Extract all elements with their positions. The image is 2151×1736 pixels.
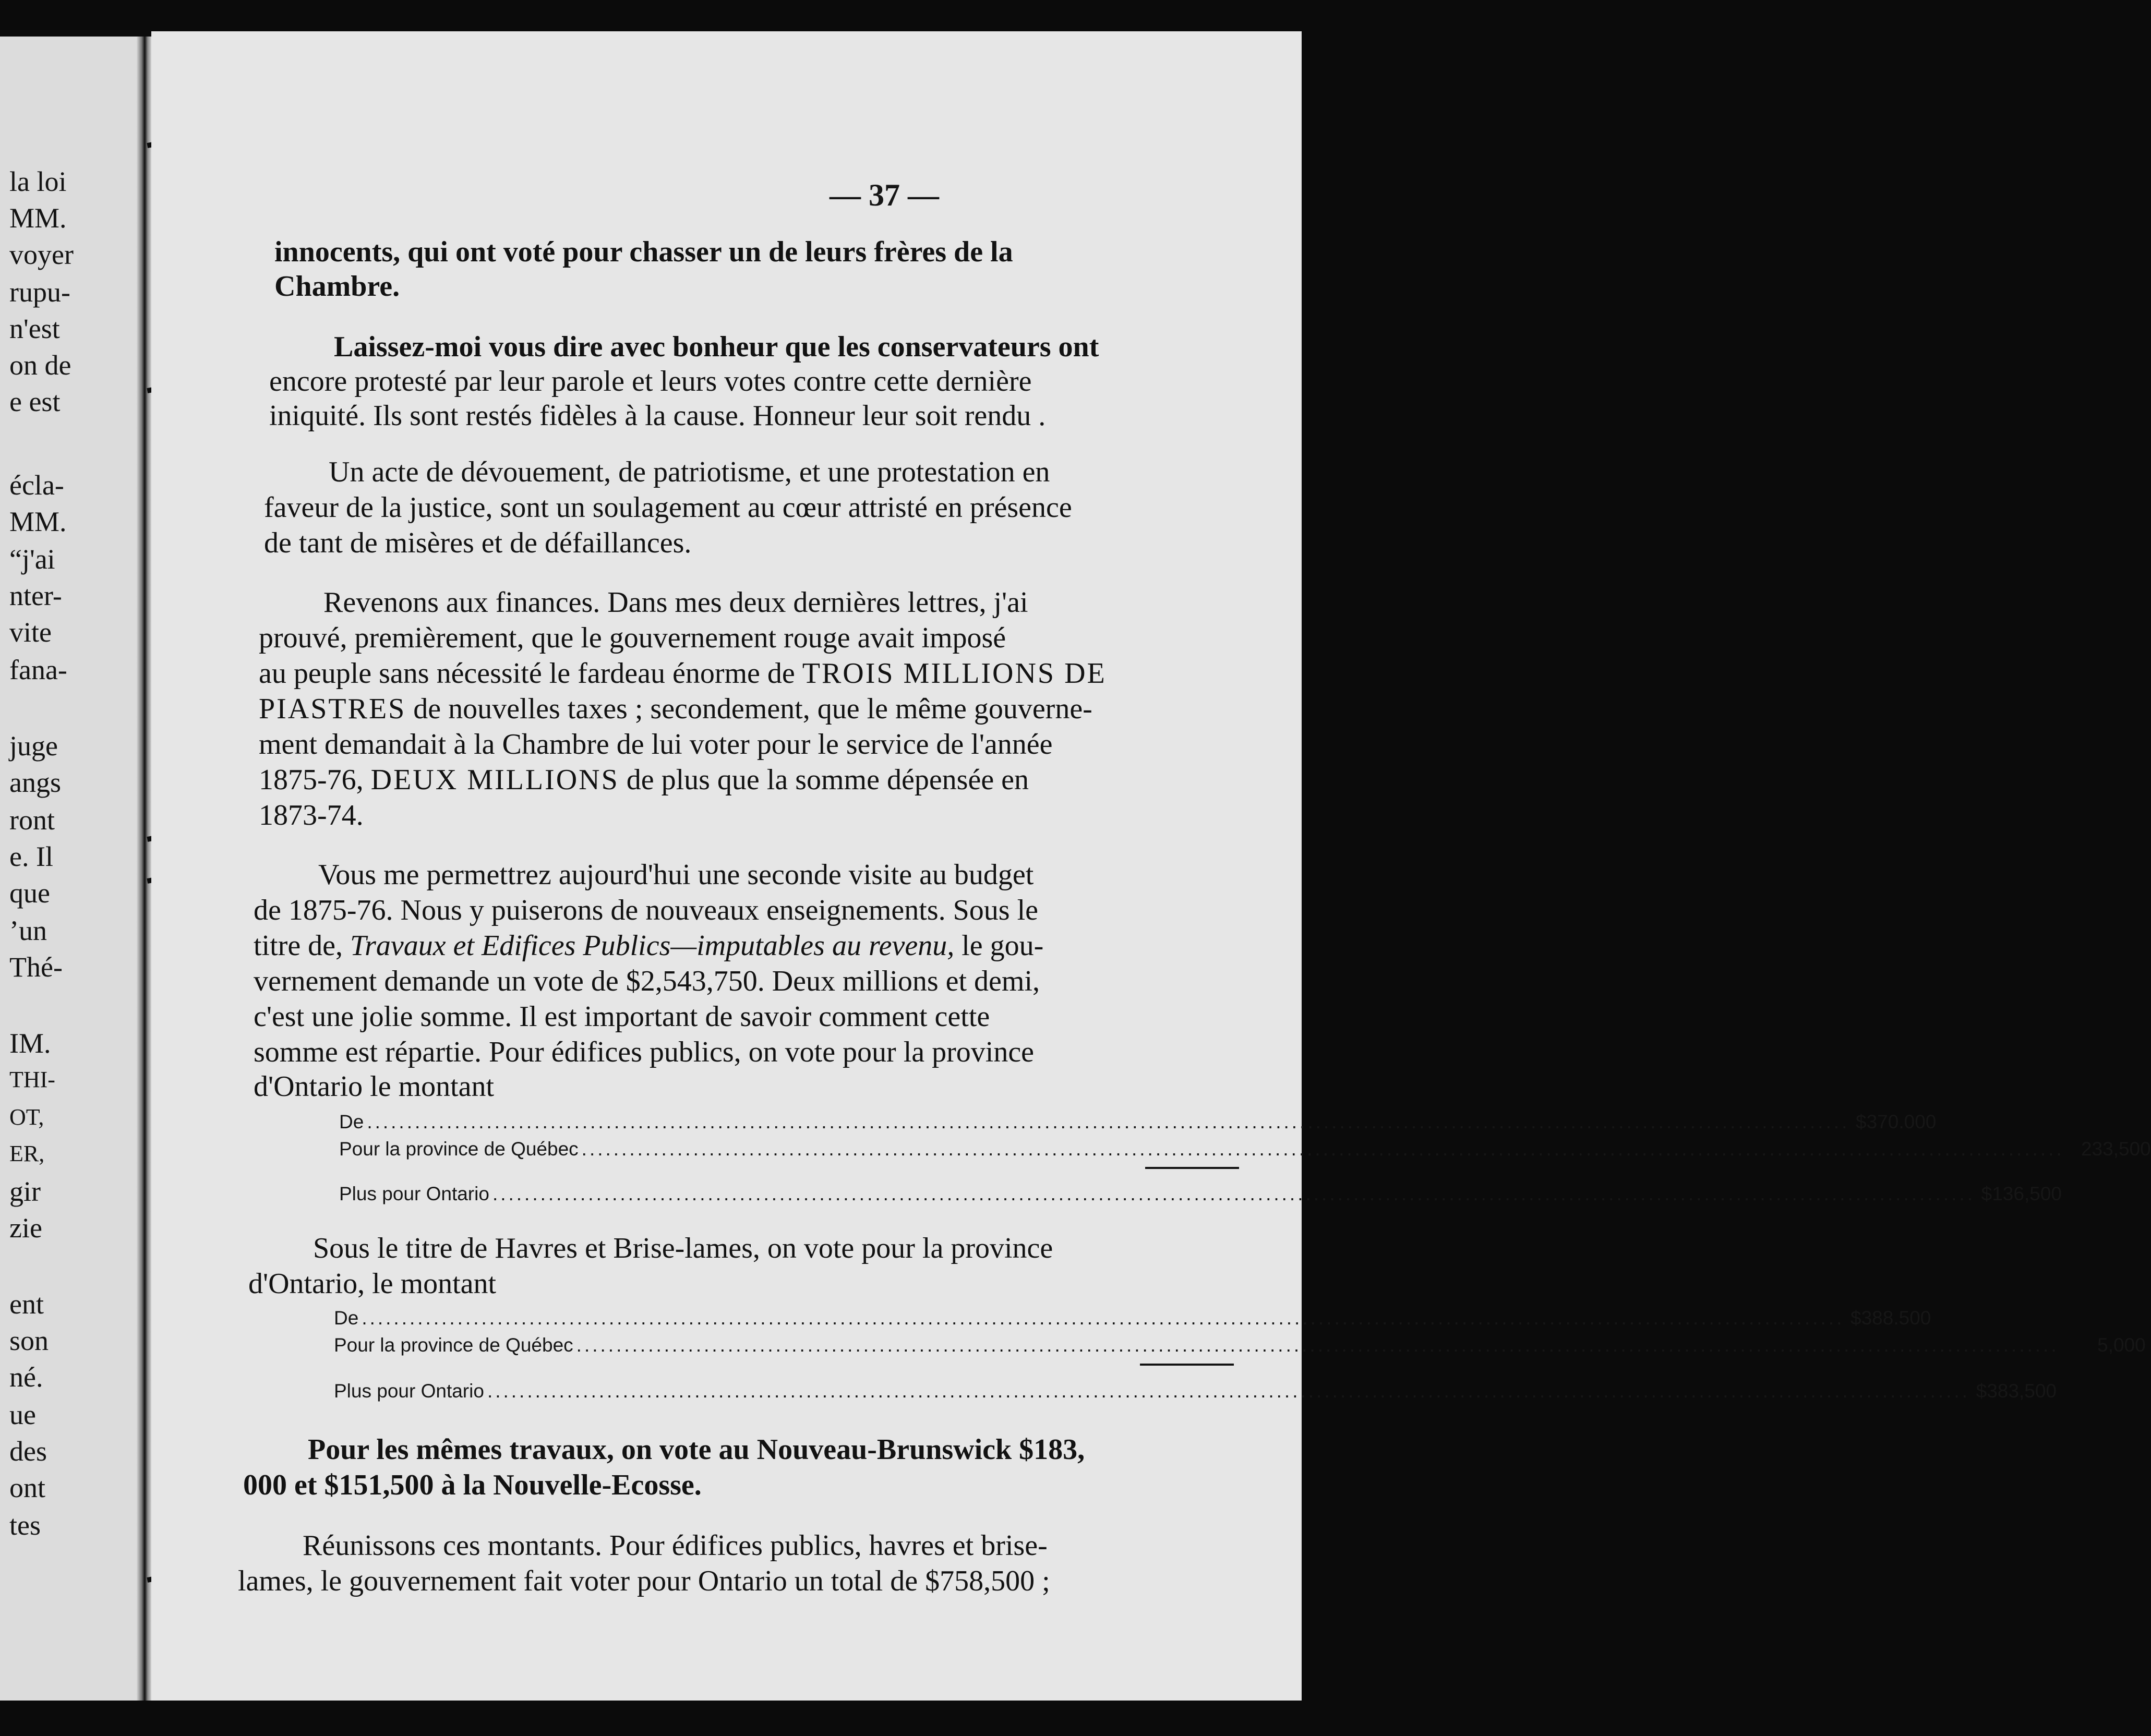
table-row <box>339 1111 1937 1133</box>
text-line: c'est une jolie somme. Il est important de savoir comment cette <box>254 1000 990 1033</box>
row-value: 5,000 <box>2097 1334 2146 1356</box>
left-fragment: angs <box>9 767 61 798</box>
left-fragment: ue <box>9 1399 36 1430</box>
text-span: de nouvelles taxes ; secondement, que le même gouverne- <box>413 693 1092 725</box>
left-fragment: zie <box>9 1212 42 1244</box>
left-fragment: tes <box>9 1510 41 1541</box>
text-line: 1873-74. <box>259 799 364 831</box>
left-fragment: écla- <box>9 469 64 501</box>
text-line: encore protesté par leur parole et leurs votes contre cette dernière <box>269 365 1032 397</box>
left-fragment: voyer <box>9 239 74 270</box>
text-line: de tant de misères et de défaillances. <box>264 527 692 559</box>
text-line: de 1875-76. Nous y puiserons de nouveaux enseignements. Sous le <box>254 894 1038 926</box>
row-value: $136,500 <box>1981 1183 2062 1204</box>
text-line <box>259 656 1107 691</box>
leader-dots: .......................................................................................................................................................................................... <box>487 1380 1970 1402</box>
left-fragment: juge <box>9 730 58 762</box>
left-fragment: nter- <box>9 580 62 611</box>
text-line: vernement demande un vote de $2,543,750. Deux millions et demi, <box>254 965 1040 997</box>
left-fragment: des <box>9 1436 47 1467</box>
text-line: d'Ontario le montant <box>254 1070 495 1103</box>
left-fragment: ER, <box>9 1141 45 1166</box>
left-fragment: son <box>9 1325 49 1356</box>
text-line: Chambre. <box>274 270 400 303</box>
italic-span: Travaux et Edifices Publics—imputables au revenu, <box>350 930 955 962</box>
table-row <box>339 1138 2151 1160</box>
text-line: faveur de la justice, sont un soulagement au cœur attristé en présence <box>264 491 1072 524</box>
left-fragment: que <box>9 877 50 909</box>
row-value: $388.500 <box>1850 1307 1931 1329</box>
text-line: Vous me permettrez aujourd'hui une seconde visite au budget <box>318 859 1034 891</box>
leader-dots: .......................................................................................................................................................................................... <box>367 1111 1850 1132</box>
text-line: lames, le gouvernement fait voter pour Ontario un total de $758,500 ; <box>238 1565 1050 1597</box>
left-fragment: MM. <box>9 202 67 234</box>
text-line <box>259 692 1092 726</box>
text-line: Un acte de dévouement, de patriotisme, et une protestation en <box>329 456 1050 488</box>
table-row <box>339 1183 2062 1205</box>
text-line: innocents, qui ont voté pour chasser un de leurs frères de la <box>274 236 1013 268</box>
left-fragment: ont <box>9 1472 46 1503</box>
row-label: Plus pour Ontario <box>339 1183 489 1204</box>
left-fragment: n'est <box>9 313 60 344</box>
book-gutter <box>137 37 151 1701</box>
table-row <box>334 1334 2146 1356</box>
text-line: 000 et $151,500 à la Nouvelle-Ecosse. <box>243 1469 702 1501</box>
text-span: au peuple sans nécessité le fardeau énorme de <box>259 657 795 690</box>
left-fragment: THI- <box>9 1067 55 1092</box>
sum-rule <box>1145 1167 1239 1169</box>
text-line: Réunissons ces montants. Pour édifices publics, havres et brise- <box>303 1529 1048 1562</box>
left-fragment: IM. <box>9 1028 51 1059</box>
left-fragment: on de <box>9 349 71 381</box>
left-fragment: la loi <box>9 166 67 197</box>
leader-dots: .......................................................................................................................................................................................... <box>581 1138 2064 1160</box>
page-number: — 37 — <box>830 178 939 212</box>
left-fragment: né. <box>9 1361 43 1393</box>
text-line: Laissez-moi vous dire avec bonheur que les conservateurs ont <box>334 331 1099 363</box>
left-fragment: “j'ai <box>9 544 55 575</box>
text-line: d'Ontario, le montant <box>248 1268 497 1300</box>
left-facing-page <box>0 37 138 1701</box>
text-line: Pour les mêmes travaux, on vote au Nouveau-Brunswick $183, <box>308 1433 1085 1466</box>
leader-dots: .......................................................................................................................................................................................... <box>492 1183 1975 1204</box>
text-line: iniquité. Ils sont restés fidèles à la cause. Honneur leur soit rendu . <box>269 400 1046 432</box>
left-fragment: MM. <box>9 506 67 537</box>
text-span: le gou- <box>962 930 1044 962</box>
text-line <box>254 929 1043 963</box>
book-page <box>151 31 2151 1701</box>
sum-rule <box>1140 1364 1234 1366</box>
small-caps-span: DEUX MILLIONS <box>370 764 619 796</box>
left-fragment: gir <box>9 1176 41 1207</box>
text-span: 1875-76, <box>259 764 364 796</box>
row-label: De <box>339 1111 364 1132</box>
left-fragment: ront <box>9 804 55 836</box>
row-label: Pour la province de Québec <box>334 1334 573 1356</box>
text-line: ment demandait à la Chambre de lui voter pour le service de l'année <box>259 728 1053 761</box>
text-line: somme est répartie. Pour édifices publics, on vote pour la province <box>254 1036 1035 1068</box>
left-fragment: fana- <box>9 654 67 685</box>
text-span: de plus que la somme dépensée en <box>626 764 1029 796</box>
row-value: 233,500 <box>2081 1138 2151 1160</box>
small-caps-span: TROIS MILLIONS DE <box>802 657 1107 690</box>
left-fragment: ’un <box>9 915 47 946</box>
text-line: Revenons aux finances. Dans mes deux dernières lettres, j'ai <box>323 586 1028 619</box>
left-fragment: Thé- <box>9 951 63 983</box>
text-span: titre de, <box>254 930 343 962</box>
row-label: Plus pour Ontario <box>334 1380 484 1402</box>
leader-dots: .......................................................................................................................................................................................... <box>576 1334 2059 1356</box>
left-fragment: e est <box>9 386 61 417</box>
leader-dots: .......................................................................................................................................................................................... <box>362 1307 1845 1329</box>
left-fragment: e. Il <box>9 841 53 872</box>
row-label: Pour la province de Québec <box>339 1138 579 1160</box>
small-caps-span: PIASTRES <box>259 693 406 725</box>
table-row <box>334 1307 1931 1329</box>
table-row <box>334 1380 2057 1402</box>
text-line <box>259 763 1029 797</box>
text-line: prouvé, premièrement, que le gouvernement rouge avait imposé <box>259 622 1006 654</box>
row-value: $383,500 <box>1976 1380 2057 1402</box>
left-fragment: rupu- <box>9 276 70 308</box>
text-line: Sous le titre de Havres et Brise-lames, on vote pour la province <box>313 1232 1053 1264</box>
left-fragment: vite <box>9 617 52 648</box>
left-fragment: OT, <box>9 1104 44 1130</box>
row-label: De <box>334 1307 359 1329</box>
row-value: $370.000 <box>1856 1111 1937 1132</box>
left-fragment: ent <box>9 1288 44 1320</box>
